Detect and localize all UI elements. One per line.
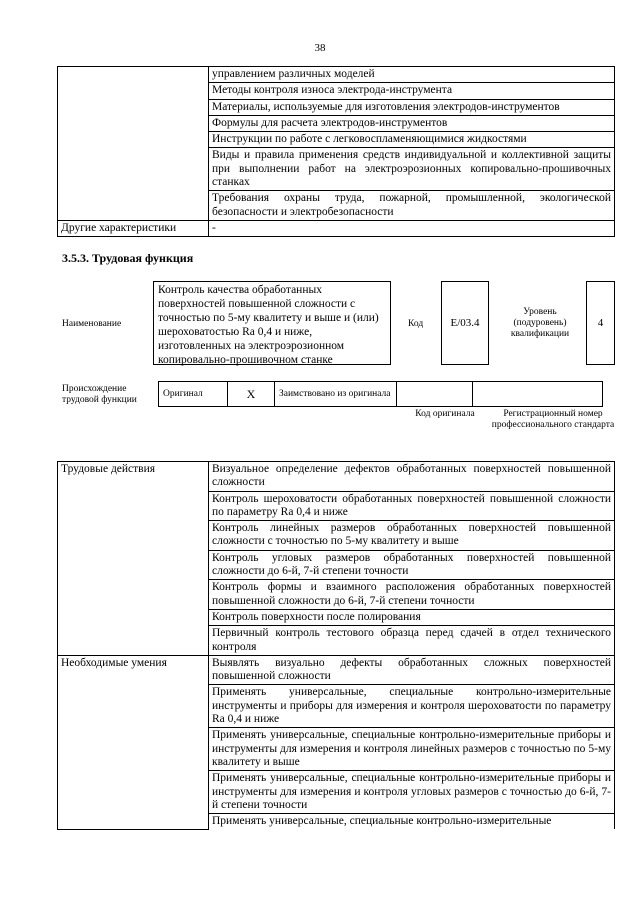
table-cell: Контроль шероховатости обработанных поверхностей повышенной сложности по параметру Ra 0,4 и ниже: [209, 491, 615, 521]
table-row: [58, 220, 615, 236]
table-cell: Материалы, используемые для изготовления электродов-инструментов: [209, 99, 615, 115]
borrowed-label: Заимствовано из оригинала: [275, 382, 397, 407]
table-cell: Применять универсальные, специальные контрольно-измерительные инструменты и приборы для измерения и контроля шероховатости по параметру Ra 0,4 и ниже: [209, 685, 615, 728]
origin-table: [158, 381, 603, 407]
table-row: [58, 67, 615, 83]
table-cell: Контроль линейных размеров обработанных поверхностей повышенной сложности с точностью по 5-му квалитету и выше: [209, 521, 615, 551]
function-detail-table: [57, 461, 615, 830]
table-row: [58, 655, 615, 685]
name-label: Наименование: [62, 319, 122, 329]
table-cell: Визуальное определение дефектов обработанных поверхностей повышенной сложности: [209, 462, 615, 492]
table-cell: управлением различных моделей: [209, 67, 615, 83]
function-name-box: Контроль качества обработанных поверхностей повышенной сложности с точностью по 5-му квалитету и выше и (или) шероховатостью Ra 0,4 и ниже, изготовленных на электроэрозионном копировально-прошивочном станке: [153, 281, 391, 365]
table-cell: Формулы для расчета электродов-инструментов: [209, 115, 615, 131]
table-cell: Методы контроля износа электрода-инструмента: [209, 83, 615, 99]
level-box: 4: [586, 281, 615, 365]
required-skills-label: Необходимые умения: [58, 655, 209, 829]
table-cell: Первичный контроль тестового образца перед сдачей в отдел технического контроля: [209, 626, 615, 656]
table-cell: Применять универсальные, специальные контрольно-измерительные приборы и инструменты для измерения и контроля угловых размеров с точностью до 6-й, 7-й степени точности: [209, 771, 615, 814]
table-cell: Применять универсальные, специальные контрольно-измерительные: [209, 814, 615, 830]
table-cell: Применять универсальные, специальные контрольно-измерительные приборы и инструменты для измерения и контроля линейных размеров с точностью по 5-му квалитету и выше: [209, 728, 615, 771]
other-characteristics-label: Другие характеристики: [58, 220, 209, 236]
section-heading: 3.5.3. Трудовая функция: [62, 251, 194, 265]
table-cell: Контроль угловых размеров обработанных поверхностей повышенной сложности до 6-й, 7-й степени точности: [209, 550, 615, 580]
original-code-cell: [397, 382, 473, 407]
code-original-caption: Код оригинала: [415, 409, 475, 419]
table-cell: Контроль поверхности после полирования: [209, 609, 615, 625]
page-number: 38: [314, 42, 326, 54]
original-label: Оригинал: [159, 382, 228, 407]
other-characteristics-value: -: [209, 220, 615, 236]
table-cell: Требования охраны труда, пожарной, промышленной, экологической безопасности и электробезопасности: [209, 191, 615, 221]
table-cell-left: [58, 67, 209, 221]
original-mark: X: [228, 382, 275, 407]
reg-number-caption: Регистрационный номер профессионального стандарта: [491, 409, 615, 430]
reg-number-cell: [473, 382, 603, 407]
table-cell: Выявлять визуально дефекты обработанных сложных поверхностей повышенной сложности: [209, 655, 615, 685]
code-box: E/03.4: [441, 281, 489, 365]
table-cell: Инструкции по работе с легковоспламеняющимися жидкостями: [209, 132, 615, 148]
level-label: Уровень (подуровень) квалификации: [510, 307, 570, 339]
knowledge-table-continued: [57, 66, 615, 237]
table-cell: Контроль формы и взаимного расположения обработанных поверхностей повышенной сложности до 6-й, 7-й степени точности: [209, 580, 615, 610]
origin-label: Происхождение трудовой функции: [62, 384, 137, 405]
table-row: [58, 462, 615, 492]
code-label: Код: [408, 319, 424, 329]
table-cell: Виды и правила применения средств индивидуальной и коллективной защиты при выполнении работ на электроэрозионных копировально-прошивочных станках: [209, 148, 615, 191]
table-row: [159, 382, 603, 407]
labor-actions-label: Трудовые действия: [58, 462, 209, 656]
